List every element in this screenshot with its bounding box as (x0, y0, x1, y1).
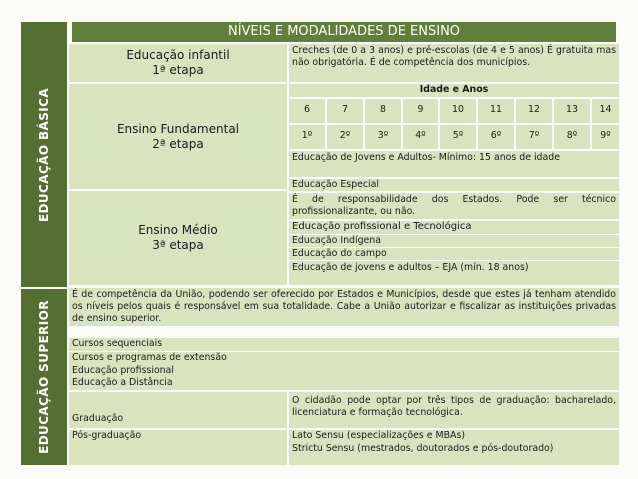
fundamental-especial: Educação Especial (289, 179, 619, 191)
stricto-sensu: Strictu Sensu (mestrados, doutorados e pós-doutorado) (289, 443, 619, 465)
year-cell: 9º (592, 125, 619, 149)
level-medio (69, 191, 287, 285)
year-cell: 4º (403, 125, 438, 149)
graduacao-label: Graduação (69, 392, 287, 428)
age-cell: 10 (440, 99, 476, 123)
year-cell: 1º (289, 125, 325, 149)
medio-item: Educação de jovens e adultos – EJA (mín. 18 anos) (289, 261, 619, 285)
side-label-basica: EDUCAÇÃO BÁSICA (21, 22, 67, 287)
age-cell: 6 (289, 99, 325, 123)
medio-item: Educação Indígena (289, 235, 619, 247)
pos-graduacao-label: Pós-graduação (69, 430, 287, 465)
age-cell: 11 (478, 99, 514, 123)
side-label-superior: EDUCAÇÃO SUPERIOR (21, 289, 67, 465)
age-cell: 14 (592, 99, 619, 123)
level-medio-name: Ensino Médio (138, 223, 218, 237)
table-title: NÍVEIS E MODALIDADES DE ENSINO (72, 22, 616, 42)
year-cell: 5º (440, 125, 476, 149)
level-infantil (69, 44, 287, 82)
superior-item: Cursos e programas de extensão (69, 352, 619, 365)
lato-sensu: Lato Sensu (especializações e MBAs) (289, 430, 619, 443)
medio-description: É de responsabilidade dos Estados. Pode ser técnico profissionalizante, ou não. (289, 193, 619, 219)
medio-item: Educação profissional e Tecnológica (289, 221, 619, 234)
level-fundamental (69, 84, 287, 189)
year-cell: 3º (365, 125, 401, 149)
year-cell: 6º (478, 125, 514, 149)
superior-intro: É de competência da União, podendo ser oferecido por Estados e Municípios, desde que estes já tenham atendido os níveis pelos quais é responsável em sua totalidade. Cabe a União autorizar e fiscalizar as instituições privadas de ensino superior. (69, 288, 619, 326)
level-fundamental-stage: 2ª etapa (152, 136, 204, 151)
level-medio-stage: 3ª etapa (152, 238, 204, 252)
superior-item: Educação a Distância (69, 377, 619, 390)
ages-header: Idade e Anos (289, 84, 619, 97)
superior-item: Cursos sequenciais (69, 338, 619, 351)
age-cell: 9 (403, 99, 438, 123)
age-cell: 13 (554, 99, 590, 123)
year-cell: 7º (516, 125, 552, 149)
year-cell: 2º (327, 125, 363, 149)
medio-item: Educação do campo (289, 248, 619, 260)
level-fundamental-name: Ensino Fundamental (116, 121, 240, 136)
age-cell: 7 (327, 99, 363, 123)
level-infantil-name: Educação infantil (126, 48, 230, 62)
infantil-description: Creches (de 0 a 3 anos) e pré-escolas (de 4 e 5 anos) É gratuita mas não obrigatória. É de competência dos municípios. (289, 44, 619, 82)
graduacao-description: O cidadão pode optar por três tipos de graduação: bacharelado, licenciatura e formação tecnológica. (289, 392, 619, 428)
superior-item: Educação profissional (69, 365, 619, 377)
age-cell: 12 (516, 99, 552, 123)
age-cell: 8 (365, 99, 401, 123)
year-cell: 8º (554, 125, 590, 149)
fundamental-eja: Educação de Jovens e Adultos- Mínimo: 15 anos de idade (289, 151, 619, 177)
level-infantil-stage: 1ª etapa (152, 63, 204, 77)
